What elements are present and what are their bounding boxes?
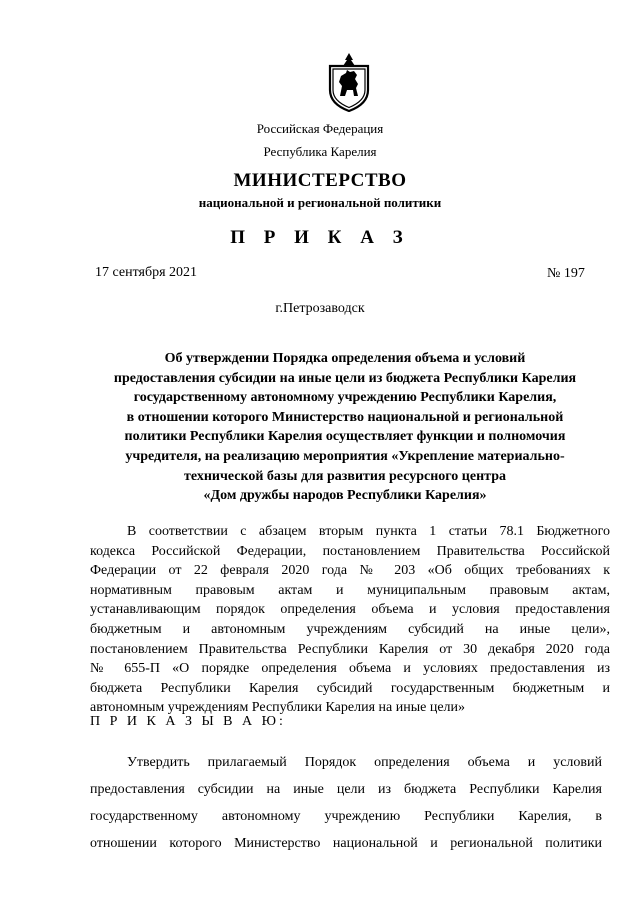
body-line: Федерации от 22 февраля 2020 года № 203 «Об общих требованиях к [90,563,610,579]
karelia-coat-of-arms-icon [327,52,371,112]
preamble-paragraph [90,522,610,718]
body-line: нормативным правовым актам и муниципальным правовым актам, [90,582,610,598]
order-line: предоставления субсидии на иные цели из бюджета Республики Карелия [90,782,602,797]
title-line: Об утверждении Порядка определения объема и условий [164,351,526,366]
document-number: № 197 [547,266,585,281]
ministry-title: МИНИСТЕРСТВО [233,170,407,191]
body-line: автономным учреждениям Республики Карелия на иные цели» [90,700,466,716]
document-date: 17 сентября 2021 [95,265,198,280]
ministry-subtitle: национальной и региональной политики [198,195,442,210]
document-city: г.Петрозаводск [275,301,365,316]
body-line: устанавливающим порядок определения объема и условия предоставления [90,602,610,618]
title-line: в отношении которого Министерство национальной и региональной [126,409,564,425]
document-title [80,349,610,506]
title-line: предоставления субсидии на иные цели из бюджета Республики Карелия [113,370,577,386]
body-line: кодекса Российской Федерации, постановлением Правительства Российской [90,543,610,559]
order-line: государственному автономному учреждению Республики Карелия, в [90,809,602,824]
body-line: В соответствии с абзацем вторым пункта 1 статьи 78.1 Бюджетного [127,524,610,539]
title-line: государственному автономному учреждению Республики Карелия, [133,390,557,406]
document-type: П Р И К А З [230,227,410,248]
order-paragraph [90,753,602,861]
title-line: «Дом дружбы народов Республики Карелия» [203,488,487,504]
country-name: Российская Федерация [256,121,384,136]
order-word: П Р И К А З Ы В А Ю: [90,714,286,729]
title-line: политики Республики Карелия осуществляет функции и полномочия [124,429,566,445]
region-name: Республика Карелия [263,144,377,159]
order-line: отношении которого Министерство национальной и региональной политики [90,836,602,851]
body-line: бюджета Республики Карелия субсидий государственным бюджетным и [90,680,610,696]
title-line: учредителя, на реализацию мероприятия «Укрепление материально- [125,448,565,464]
body-line: № 655-П «О порядке определения объема и условиях предоставления из [90,661,610,677]
body-line: бюджетным и автономным учреждениям субсидий на иные цели», [90,621,610,637]
title-line: технической базы для развития ресурсного центра [184,468,506,484]
order-line: Утвердить прилагаемый Порядок определения объема и условий [127,755,602,770]
body-line: постановлением Правительства Республики Карелия от 30 декабря 2020 года [90,641,610,657]
